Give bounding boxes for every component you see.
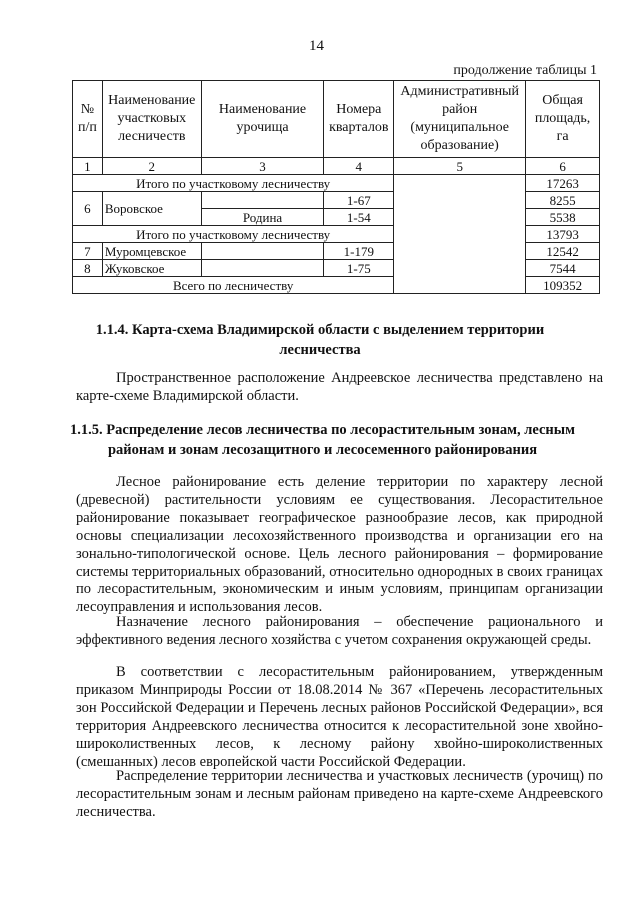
forestry-table [72,80,600,294]
section-115-paragraph-1: Лесное районирование есть деление территории по характеру лесной (древесной) растительности условиям ее существования. Лесорастительное районирование показывает географическое разнообразие лесов, как природной основы специализации лесохозяйственного производства и организации его на зонально-типологической основе. Цель лесного районирования – формирование системы территориальных образований, относительно однородных в своих границах по лесорастительным, экономическим и иным условиям, принципам организации лесоуправления и использования лесов. [76,474,603,616]
col-number: 2 [102,158,201,175]
area-value: 7544 [526,260,600,277]
grand-total-value: 109352 [526,277,600,294]
row-number: 7 [73,243,103,260]
quarters-value: 1-54 [324,209,394,226]
area-value: 5538 [526,209,600,226]
section-114-heading: 1.1.4. Карта-схема Владимирской области с выделением территории лесничества [95,322,545,358]
col-number: 6 [526,158,600,175]
header-quarters: Номера кварталов [324,81,394,158]
admin-district-cell [394,175,526,294]
col-number: 5 [394,158,526,175]
row-number: 6 [73,192,103,226]
district-name: Жуковское [102,260,201,277]
table-row [73,175,600,192]
header-admin-district: Административный район (муниципальное образование) [394,81,526,158]
grand-total-label: Всего по лесничеству [73,277,394,294]
table-header-row [73,81,600,158]
col-number: 1 [73,158,103,175]
area-value: 12542 [526,243,600,260]
page-number: 14 [309,38,324,54]
table-continuation-label: продолжение таблицы 1 [453,63,597,78]
subtotal-value: 13793 [526,226,600,243]
header-total-area: Общая площадь, га [526,81,600,158]
district-name: Воровское [102,192,201,226]
section-115-heading: 1.1.5. Распределение лесов лесничества по лесорастительным зонам, лесным районам и зонам лесозащитного и лесосеменного районирования [70,422,575,458]
section-115-paragraph-4: Распределение территории лесничества и участковых лесничеств (урочищ) по лесорастительным зонам и лесным районам приведено на карте-схеме Андреевского лесничества. [76,768,603,820]
district-name: Муромцевское [102,243,201,260]
quarters-value: 1-179 [324,243,394,260]
col-number: 4 [324,158,394,175]
quarters-value: 1-67 [324,192,394,209]
col-number: 3 [201,158,324,175]
section-115-paragraph-3: В соответствии с лесорастительным районированием, утвержденным приказом Минприроды России от 18.08.2014 № 367 «Перечень лесорастительных зон Российской Федерации и Перечень лесных районов Российской Федерации», вся территория Андреевского лесничества относится к лесорастительной зоне хвойно-широколиственных лесов, к лесному району хвойно-широколиственных (смешанных) лесов европейской части Российской Федерации. [76,664,603,770]
tract-name-empty [201,192,324,209]
subtotal-label: Итого по участковому лесничеству [73,175,394,192]
header-number: № п/п [73,81,103,158]
area-value: 8255 [526,192,600,209]
header-district-name: Наименование участковых лесничеств [102,81,201,158]
subtotal-label: Итого по участковому лесничеству [73,226,394,243]
tract-name-empty [201,243,324,260]
row-number: 8 [73,260,103,277]
section-115-paragraph-2: Назначение лесного районирования – обеспечение рационального и эффективного ведения лесного хозяйства с учетом сохранения окружающей среды. [76,614,603,648]
section-114-paragraph: Пространственное расположение Андреевское лесничества представлено на карте-схеме Владимирской области. [76,370,603,404]
tract-name-empty [201,260,324,277]
tract-name: Родина [201,209,324,226]
header-tract-name: Наименование урочища [201,81,324,158]
column-number-row [73,158,600,175]
subtotal-value: 17263 [526,175,600,192]
quarters-value: 1-75 [324,260,394,277]
